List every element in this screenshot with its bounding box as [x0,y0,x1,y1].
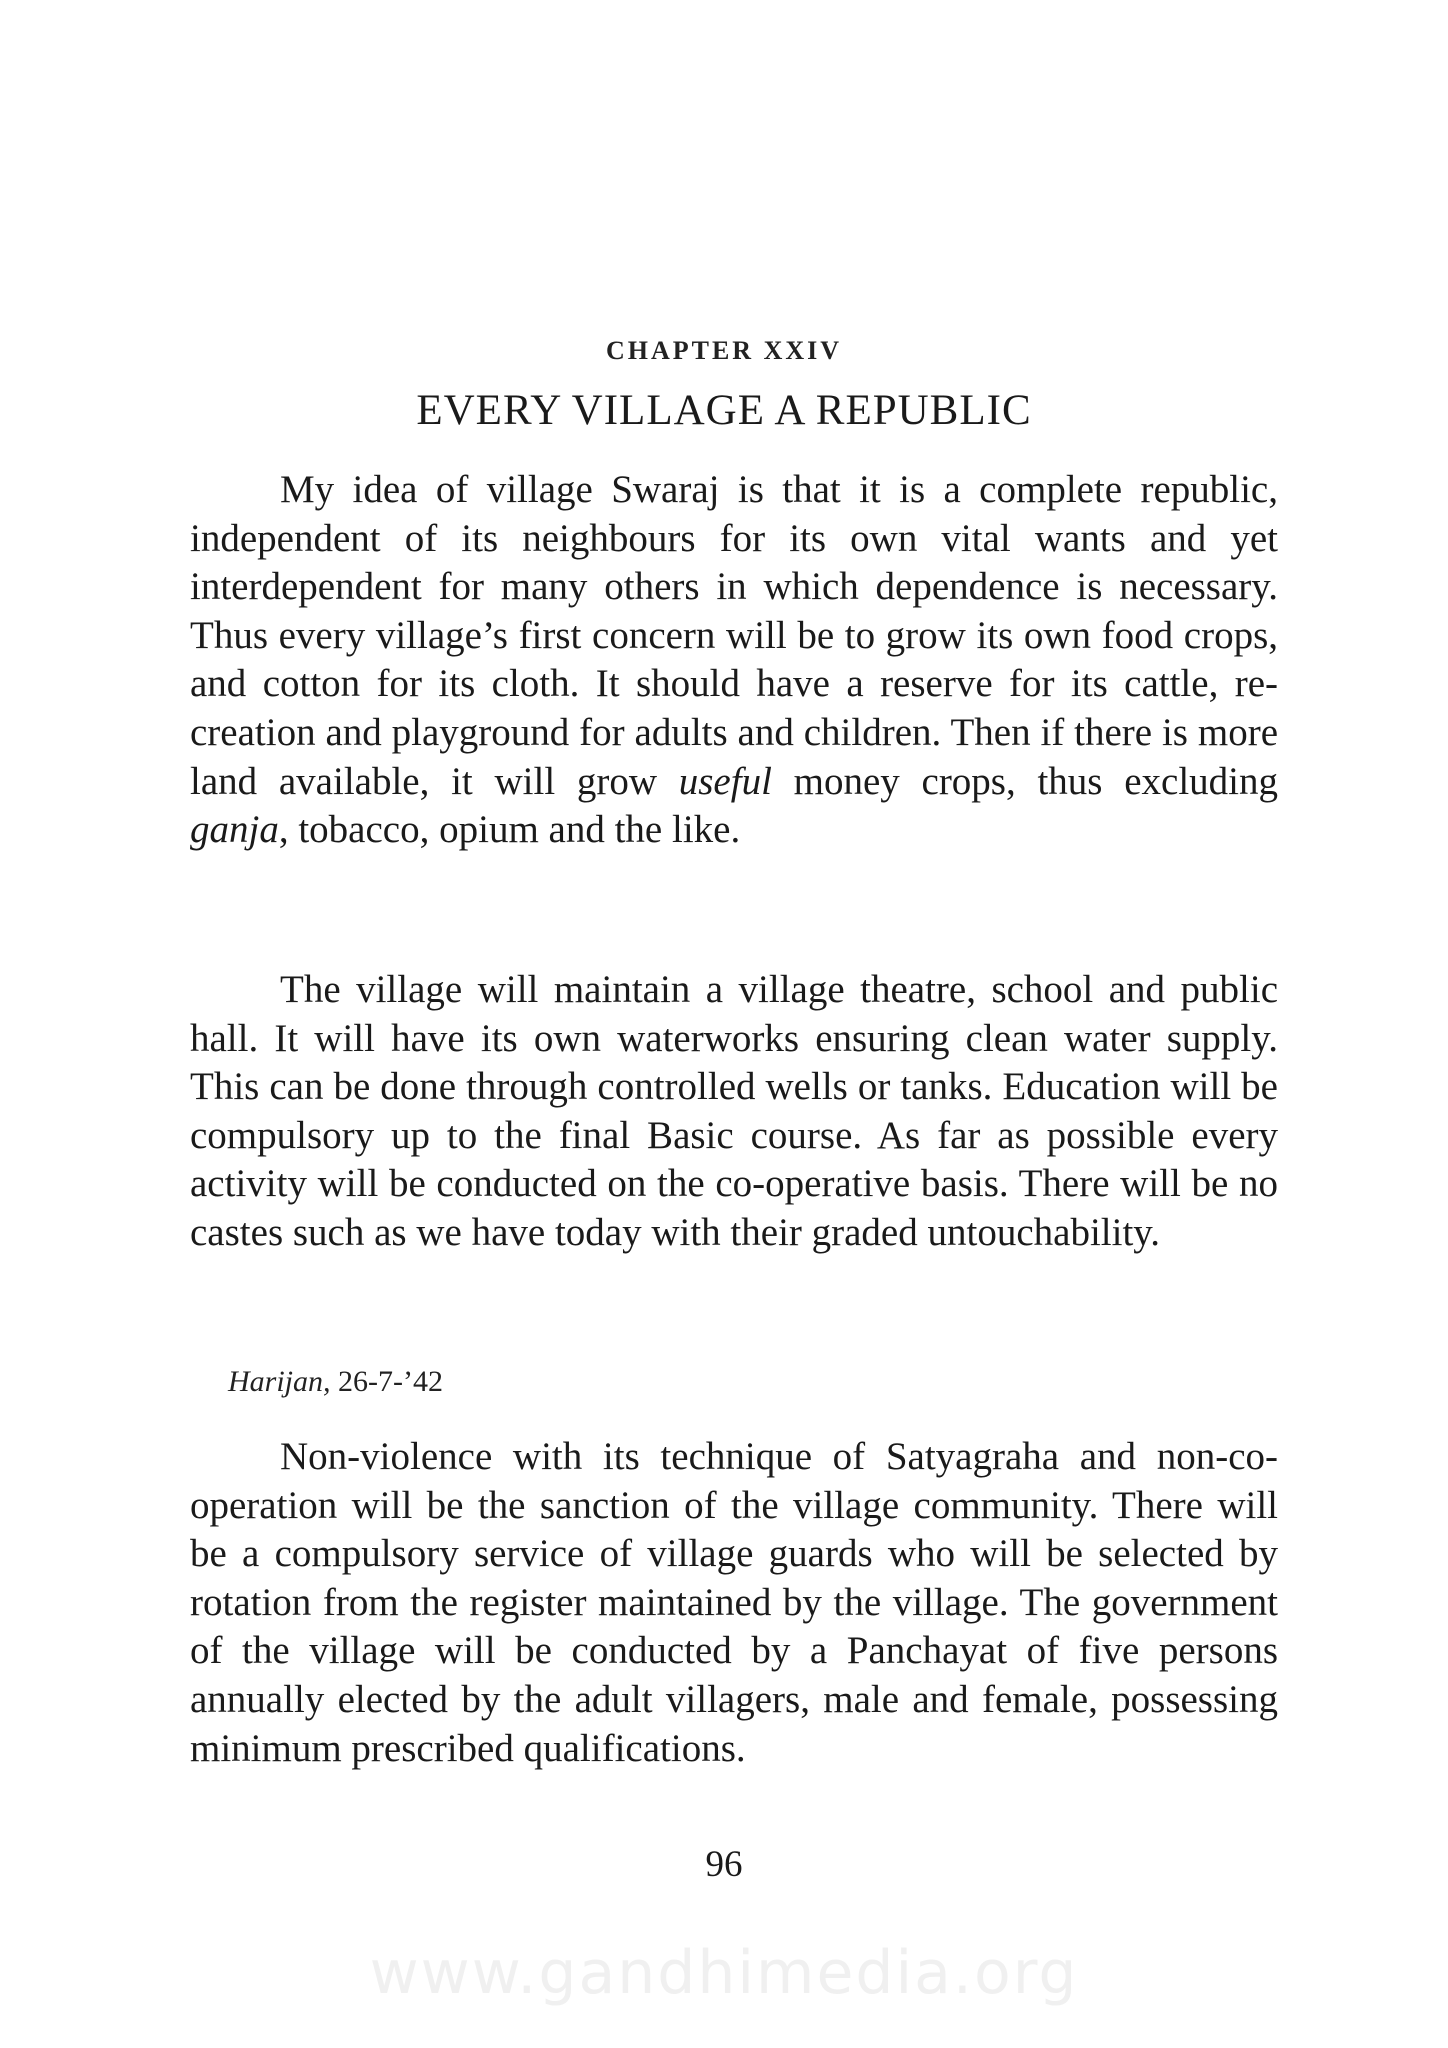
paragraph-3 [190,1433,1278,1773]
page-number: 96 [705,1844,743,1885]
watermark: www.gandhimedia.org [369,1938,1079,2008]
paragraph-2-text: The village will maintain a village theatre, school and public hall. It will have its own waterworks ensuring clean water supply. This can be done through controlled wells or tanks. Education will be compulsory up to the final Basic course. As far as possible every activity will be conducted on the co-operative basis. There will be no castes such as we have today with their graded untouchability. [190,968,1278,1254]
paragraph-1-text-1: My idea of village Swaraj is that it is a complete republic, independent of its neighbours for its own vital wants and yet interdependent for many others in which dependence is necessary. Thus every village’s first concern will be to grow its own food crops, and cotton for its cloth. It should have a reserve for its cattle, recreation and playground for adults and children. Then if there is more land available, it will grow [190,468,1278,803]
citation [228,1365,443,1399]
paragraph-3-text: Non-violence with its technique of Satyagraha and non-co-operation will be the sanction of the village community. There will be a compulsory service of village guards who will be selected by rotation from the register maintained by the village. The government of the village will be conducted by a Panchayat of five persons annually elected by the adult villagers, male and female, possessing minimum prescribed qualifications. [190,1435,1278,1770]
paragraph-1-text-2: money crops, thus excluding [771,759,1278,803]
citation-source: Harijan, [228,1365,331,1398]
paragraph-1 [190,466,1278,855]
paragraph-2 [190,966,1278,1258]
citation-date: 26-7-’42 [338,1365,443,1398]
paragraph-1-italic-ganja: ganja [190,808,279,852]
chapter-label: CHAPTER XXIV [605,336,843,365]
chapter-title: EVERY VILLAGE A REPUBLIC [416,387,1032,434]
paragraph-1-italic-useful: useful [678,759,772,803]
paragraph-1-text-3: , tobacco, opium and the like. [278,808,741,852]
